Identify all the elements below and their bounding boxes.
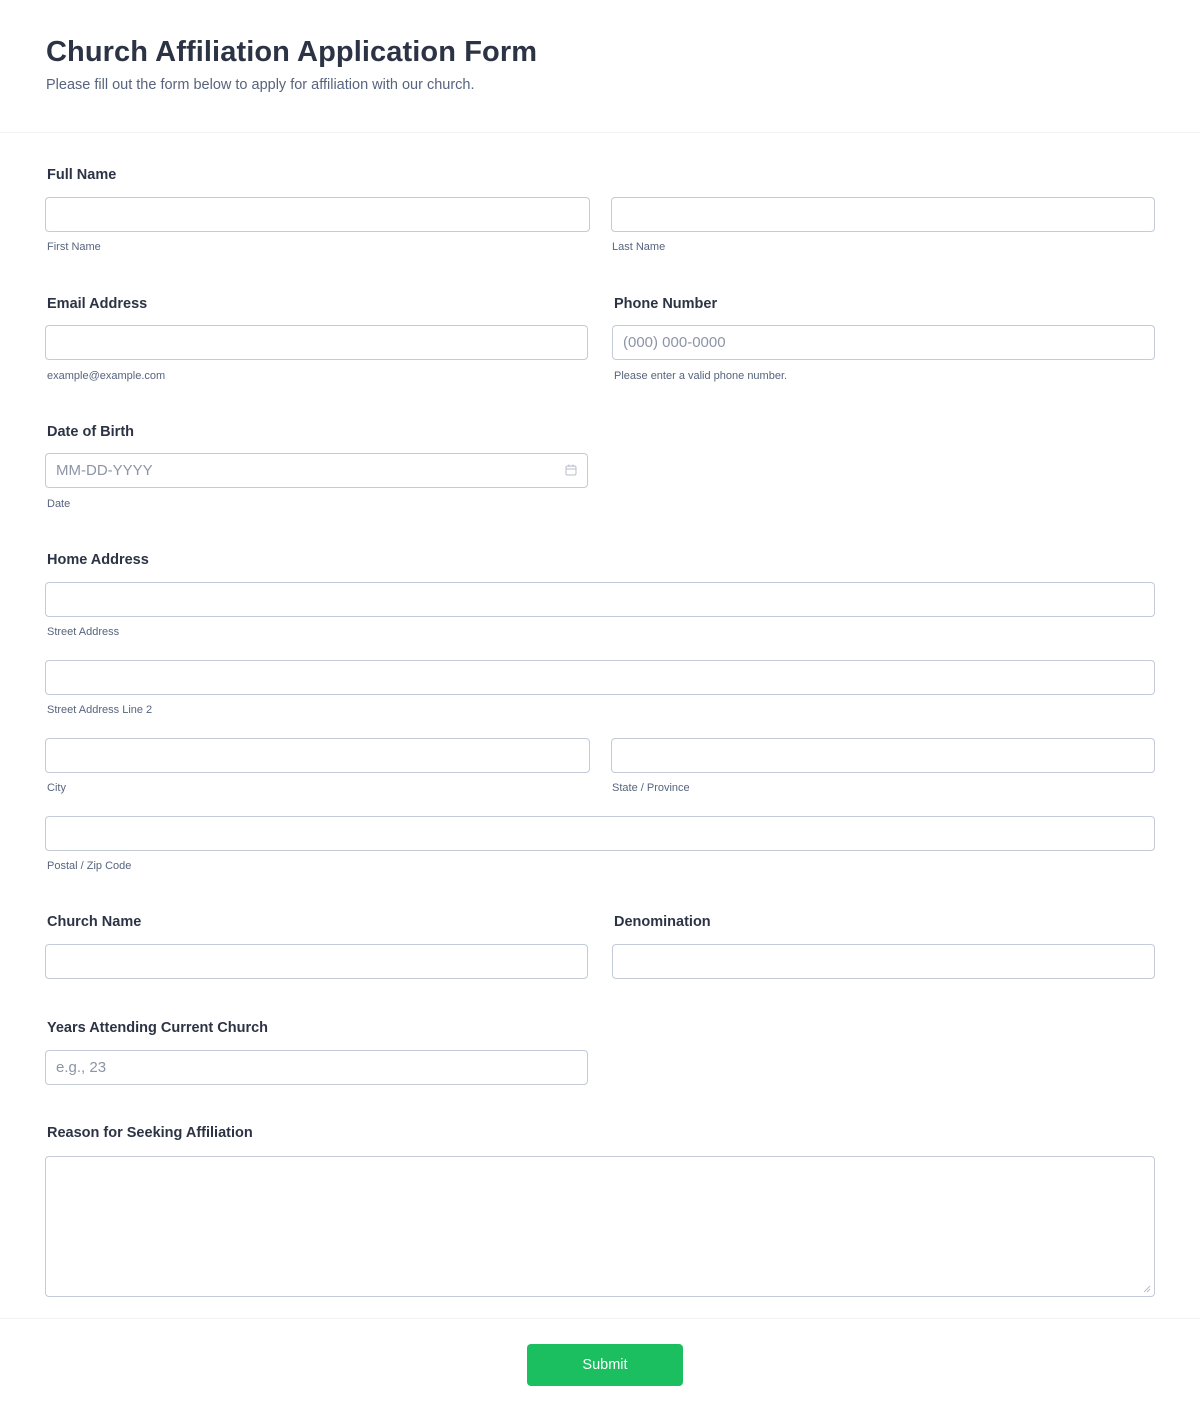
resize-handle-icon[interactable] bbox=[1143, 1285, 1151, 1293]
first-name-sublabel: First Name bbox=[47, 241, 101, 253]
phone-sublabel: Please enter a valid phone number. bbox=[614, 370, 788, 382]
last-name-input[interactable] bbox=[611, 197, 1155, 232]
first-name-input[interactable] bbox=[45, 197, 590, 232]
footer-divider bbox=[0, 1318, 1200, 1319]
postal-code-sublabel: Postal / Zip Code bbox=[47, 860, 132, 872]
dob-label: Date of Birth bbox=[47, 424, 134, 440]
years-attending-label: Years Attending Current Church bbox=[47, 1020, 269, 1036]
state-province-sublabel: State / Province bbox=[612, 782, 690, 794]
denomination-label: Denomination bbox=[614, 914, 711, 930]
city-input[interactable] bbox=[45, 738, 590, 773]
years-attending-input[interactable] bbox=[45, 1050, 588, 1085]
church-name-input[interactable] bbox=[45, 944, 588, 979]
form-subtitle: Please fill out the form below to apply for affiliation with our church. bbox=[46, 77, 475, 93]
state-province-input[interactable] bbox=[611, 738, 1155, 773]
email-sublabel: example@example.com bbox=[47, 370, 166, 382]
email-label: Email Address bbox=[47, 296, 148, 312]
dob-sublabel: Date bbox=[47, 498, 71, 510]
home-address-label: Home Address bbox=[47, 552, 149, 568]
reason-label: Reason for Seeking Affiliation bbox=[47, 1125, 253, 1141]
last-name-sublabel: Last Name bbox=[612, 241, 666, 253]
street-address-line2-input[interactable] bbox=[45, 660, 1155, 695]
church-name-label: Church Name bbox=[47, 914, 142, 930]
reason-textarea[interactable] bbox=[45, 1156, 1155, 1297]
submit-button[interactable]: Submit bbox=[527, 1344, 683, 1386]
email-input[interactable] bbox=[45, 325, 588, 360]
city-sublabel: City bbox=[47, 782, 66, 794]
phone-label: Phone Number bbox=[614, 296, 718, 312]
street-address-line2-sublabel: Street Address Line 2 bbox=[47, 704, 153, 716]
form-header bbox=[0, 0, 1200, 133]
street-address-input[interactable] bbox=[45, 582, 1155, 617]
postal-code-input[interactable] bbox=[45, 816, 1155, 851]
phone-input[interactable] bbox=[612, 325, 1155, 360]
dob-input[interactable] bbox=[45, 453, 588, 488]
form-title: Church Affiliation Application Form bbox=[46, 36, 538, 68]
denomination-input[interactable] bbox=[612, 944, 1155, 979]
calendar-icon[interactable] bbox=[565, 464, 577, 476]
full-name-label: Full Name bbox=[47, 167, 117, 183]
street-address-sublabel: Street Address bbox=[47, 626, 120, 638]
